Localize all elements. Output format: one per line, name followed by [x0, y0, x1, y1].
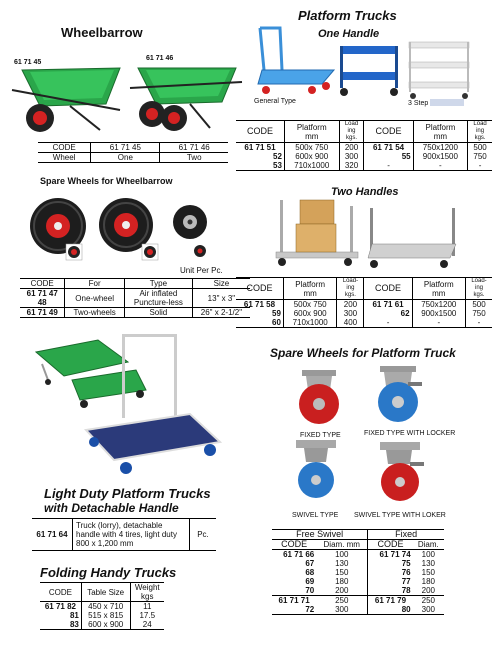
- table-cell: -: [466, 318, 492, 328]
- table-row: [40, 602, 164, 612]
- table-row: [272, 596, 444, 606]
- table-header: Load- ing kgs.: [466, 278, 492, 300]
- one-handle-table: [236, 120, 492, 171]
- table-row: [32, 519, 216, 551]
- table-cell: 150: [316, 568, 368, 577]
- table-cell: 53: [236, 161, 284, 171]
- table-cell: 900x1500: [413, 152, 468, 161]
- table-cell: 80: [368, 605, 413, 615]
- platform-trucks-title: Platform Trucks: [298, 8, 397, 23]
- table-cell: 500x 750: [283, 300, 336, 310]
- table-cell: 500x 750: [284, 143, 339, 153]
- table-cell: 600x 900: [283, 309, 336, 318]
- tire-small-thumb-left: [66, 244, 82, 260]
- table-cell: 11: [143, 602, 152, 611]
- table-header: Size: [192, 279, 250, 289]
- table-header: CODE: [236, 278, 283, 300]
- spare-wheelbarrow-table: [20, 278, 250, 318]
- swivel-type-label: SWIVEL TYPE: [292, 512, 339, 519]
- table-cell: 17.5: [139, 611, 156, 620]
- table-header: CODE: [364, 121, 413, 143]
- table-cell: 300: [316, 605, 368, 615]
- caster-swivel-image: [290, 438, 342, 502]
- table-cell: 61 71 71: [278, 596, 310, 605]
- table-row: [272, 577, 444, 586]
- table-cell: 300: [413, 605, 444, 615]
- table-cell: Solid: [124, 308, 192, 318]
- table-cell: 300: [339, 152, 364, 161]
- tire-small-thumb-right: [142, 244, 158, 260]
- two-handles-table: [236, 277, 492, 328]
- table-cell: 61 71 74: [379, 550, 411, 559]
- platform-truck-general-image: [252, 26, 342, 98]
- table-cell: 61 71 64: [32, 519, 73, 551]
- wheelbarrow-two-wheel-image: [130, 62, 245, 137]
- platform-truck-3step-image: [405, 38, 473, 102]
- table-header: CODE: [272, 540, 316, 550]
- table-cell: Two: [160, 153, 228, 163]
- table-cell: 61 71 79: [374, 596, 407, 605]
- table-row: [236, 309, 492, 318]
- table-cell: 59: [236, 309, 283, 318]
- caster-fixed-image: [294, 368, 344, 428]
- table-cell: 900x1500: [412, 309, 465, 318]
- table-cell: 750x1200: [413, 143, 468, 153]
- wheelbarrow-one-wheel-image: [10, 60, 130, 140]
- table-header: CODE: [236, 121, 284, 143]
- free-swivel-group-header: Free Swivel: [272, 530, 368, 540]
- fixed-group-header: Fixed: [368, 530, 444, 540]
- table-cell: 450 x 710: [81, 602, 130, 612]
- table-cell: 24: [130, 620, 164, 630]
- table-cell: 72: [272, 605, 316, 615]
- table-cell: 100: [421, 550, 435, 559]
- three-step-label: 3 Step: [408, 100, 429, 107]
- table-cell: 180: [316, 577, 368, 586]
- table-header: 61 71 46: [160, 143, 228, 153]
- table-cell: 83: [40, 620, 81, 630]
- table-cell: 62: [364, 309, 412, 318]
- table-header: CODE: [40, 583, 81, 602]
- table-row: [236, 143, 492, 153]
- table-row: [236, 300, 492, 310]
- table-cell: 61 71 66: [283, 550, 315, 559]
- two-handles-title: Two Handles: [331, 186, 399, 198]
- table-cell: Two-wheels: [65, 308, 125, 318]
- table-cell: 750: [473, 152, 487, 161]
- table-cell: 77: [401, 577, 411, 586]
- light-duty-subtitle: with Detachable Handle: [44, 501, 179, 515]
- table-cell: 130: [421, 559, 435, 568]
- table-header: Load ing kgs.: [339, 121, 364, 143]
- table-header: Load- ing kgs.: [337, 278, 364, 300]
- table-row: [236, 152, 492, 161]
- table-cell: 710x1000: [284, 161, 339, 171]
- table-cell: 320: [339, 161, 364, 171]
- table-cell: 500: [473, 143, 487, 152]
- table-cell: -: [412, 318, 465, 328]
- table-header: Platform mm: [412, 278, 465, 300]
- wheelbarrow-code-right: 61 71 46: [146, 55, 174, 62]
- table-header: Platform mm: [413, 121, 468, 143]
- table-header: Diam. mm: [316, 540, 368, 550]
- table-cell: 52: [236, 152, 284, 161]
- swivel-type-locker-label: SWIVEL TYPE WITH LOKER: [354, 512, 446, 519]
- table-cell: 61 71 54: [364, 143, 413, 153]
- folding-table: [40, 582, 164, 630]
- table-header: CODE: [20, 279, 65, 289]
- table-cell: 250: [316, 596, 368, 606]
- table-cell: 600 x 900: [81, 620, 130, 630]
- table-cell: 180: [421, 577, 435, 586]
- two-handles-truck-boxes-image: [272, 196, 362, 268]
- spare-wheelbarrow-title: Spare Wheels for Wheelbarrow: [40, 176, 173, 186]
- table-cell: 61 71 47 48: [20, 289, 65, 308]
- table-header: Platform mm: [284, 121, 339, 143]
- fixed-type-locker-label: FIXED TYPE WITH LOCKER: [364, 430, 456, 437]
- table-row: [272, 550, 444, 560]
- table-cell: 70: [272, 586, 316, 596]
- table-cell: 75: [401, 559, 411, 568]
- table-cell: 100: [316, 550, 368, 560]
- table-cell: 67: [305, 559, 315, 568]
- table-header: Diam.: [413, 540, 444, 550]
- table-cell: Pc.: [190, 519, 217, 551]
- light-duty-truck-blue-image: [86, 330, 226, 478]
- table-cell: Air inflated Puncture-less: [124, 289, 192, 308]
- table-cell: 81: [40, 611, 81, 620]
- table-cell: 200: [413, 586, 444, 596]
- table-cell: 400: [337, 318, 364, 328]
- spare-platform-title: Spare Wheels for Platform Truck: [270, 346, 456, 360]
- table-header: CODE: [364, 278, 412, 300]
- table-header: Platform mm: [283, 278, 336, 300]
- table-cell: 750: [472, 309, 486, 318]
- wheelbarrow-table: [38, 142, 228, 163]
- wheelbarrow-code-left: 61 71 45: [14, 59, 42, 66]
- table-cell: 69: [305, 577, 315, 586]
- table-cell: 60: [236, 318, 283, 328]
- table-row: [40, 611, 164, 620]
- table-cell: 61 71 58: [236, 300, 283, 310]
- table-header: CODE: [368, 540, 413, 550]
- table-cell: 300: [337, 309, 364, 318]
- table-cell: -: [364, 161, 413, 171]
- table-row: [20, 308, 250, 318]
- table-row: [236, 161, 492, 171]
- two-handles-truck-empty-image: [366, 204, 462, 270]
- unit-per-pc-note: Unit Per Pc.: [180, 266, 223, 275]
- table-cell: 78: [368, 586, 413, 596]
- table-row: [236, 318, 492, 328]
- table-cell: 55: [364, 152, 413, 161]
- table-cell: One-wheel: [65, 289, 125, 308]
- table-cell: 130: [316, 559, 368, 568]
- light-duty-title: Light Duty Platform Trucks: [44, 486, 211, 501]
- table-row: [40, 620, 164, 630]
- table-cell: 200: [339, 143, 364, 153]
- one-handle-title: One Handle: [318, 28, 380, 40]
- light-duty-table: [32, 518, 216, 551]
- platform-truck-cart-image: [338, 44, 402, 100]
- fixed-type-label: FIXED TYPE: [300, 432, 341, 439]
- table-row: [272, 568, 444, 577]
- table-cell: -: [468, 161, 492, 171]
- table-header: Table Size: [81, 583, 130, 602]
- table-cell: 750x1200: [412, 300, 465, 310]
- table-cell: 61 71 82: [40, 602, 81, 612]
- tire-solid-image: [172, 204, 208, 240]
- table-cell: 61 71 49: [20, 308, 65, 318]
- caster-fixed-locker-image: [372, 364, 424, 426]
- table-header: Type: [124, 279, 192, 289]
- three-step-caption-strip: [430, 99, 464, 106]
- table-cell: 600x 900: [284, 152, 339, 161]
- table-cell: 61 71 61: [364, 300, 412, 310]
- tire-small-thumb-solid: [193, 244, 207, 258]
- table-row: [272, 559, 444, 568]
- table-cell: 515 x 815: [81, 611, 130, 620]
- table-header: CODE: [38, 143, 91, 153]
- table-cell: 710x1000: [283, 318, 336, 328]
- table-header: 61 71 45: [91, 143, 160, 153]
- folding-title: Folding Handy Trucks: [40, 565, 177, 580]
- caster-swivel-locker-image: [372, 440, 428, 504]
- table-cell: 68: [305, 568, 315, 577]
- table-cell: -: [413, 161, 468, 171]
- table-cell: 200: [316, 586, 368, 596]
- table-cell: 26" x 2-1/2": [192, 308, 250, 318]
- general-type-label: General Type: [254, 98, 296, 105]
- table-cell: 250: [421, 596, 435, 605]
- table-cell: 200: [337, 300, 364, 310]
- spare-platform-table: [272, 529, 444, 615]
- table-cell: One: [91, 153, 160, 163]
- table-cell: Wheel: [38, 153, 91, 163]
- table-cell: 61 71 51: [236, 143, 284, 153]
- table-cell: 150: [421, 568, 435, 577]
- table-row: [272, 605, 444, 615]
- table-row: [20, 289, 250, 308]
- table-row: [272, 586, 444, 596]
- table-header: Weight kgs: [130, 583, 164, 602]
- table-cell: 500: [472, 300, 486, 309]
- table-cell: 13" x 3": [192, 289, 250, 308]
- table-cell: Truck (lorry), detachable handle with 4 tires, light duty 800 x 1,200 mm: [73, 519, 190, 551]
- table-cell: -: [364, 318, 412, 328]
- wheelbarrow-title: Wheelbarrow: [61, 25, 143, 40]
- table-header: Load ing kgs.: [468, 121, 492, 143]
- table-cell: 76: [401, 568, 411, 577]
- table-header: For: [65, 279, 125, 289]
